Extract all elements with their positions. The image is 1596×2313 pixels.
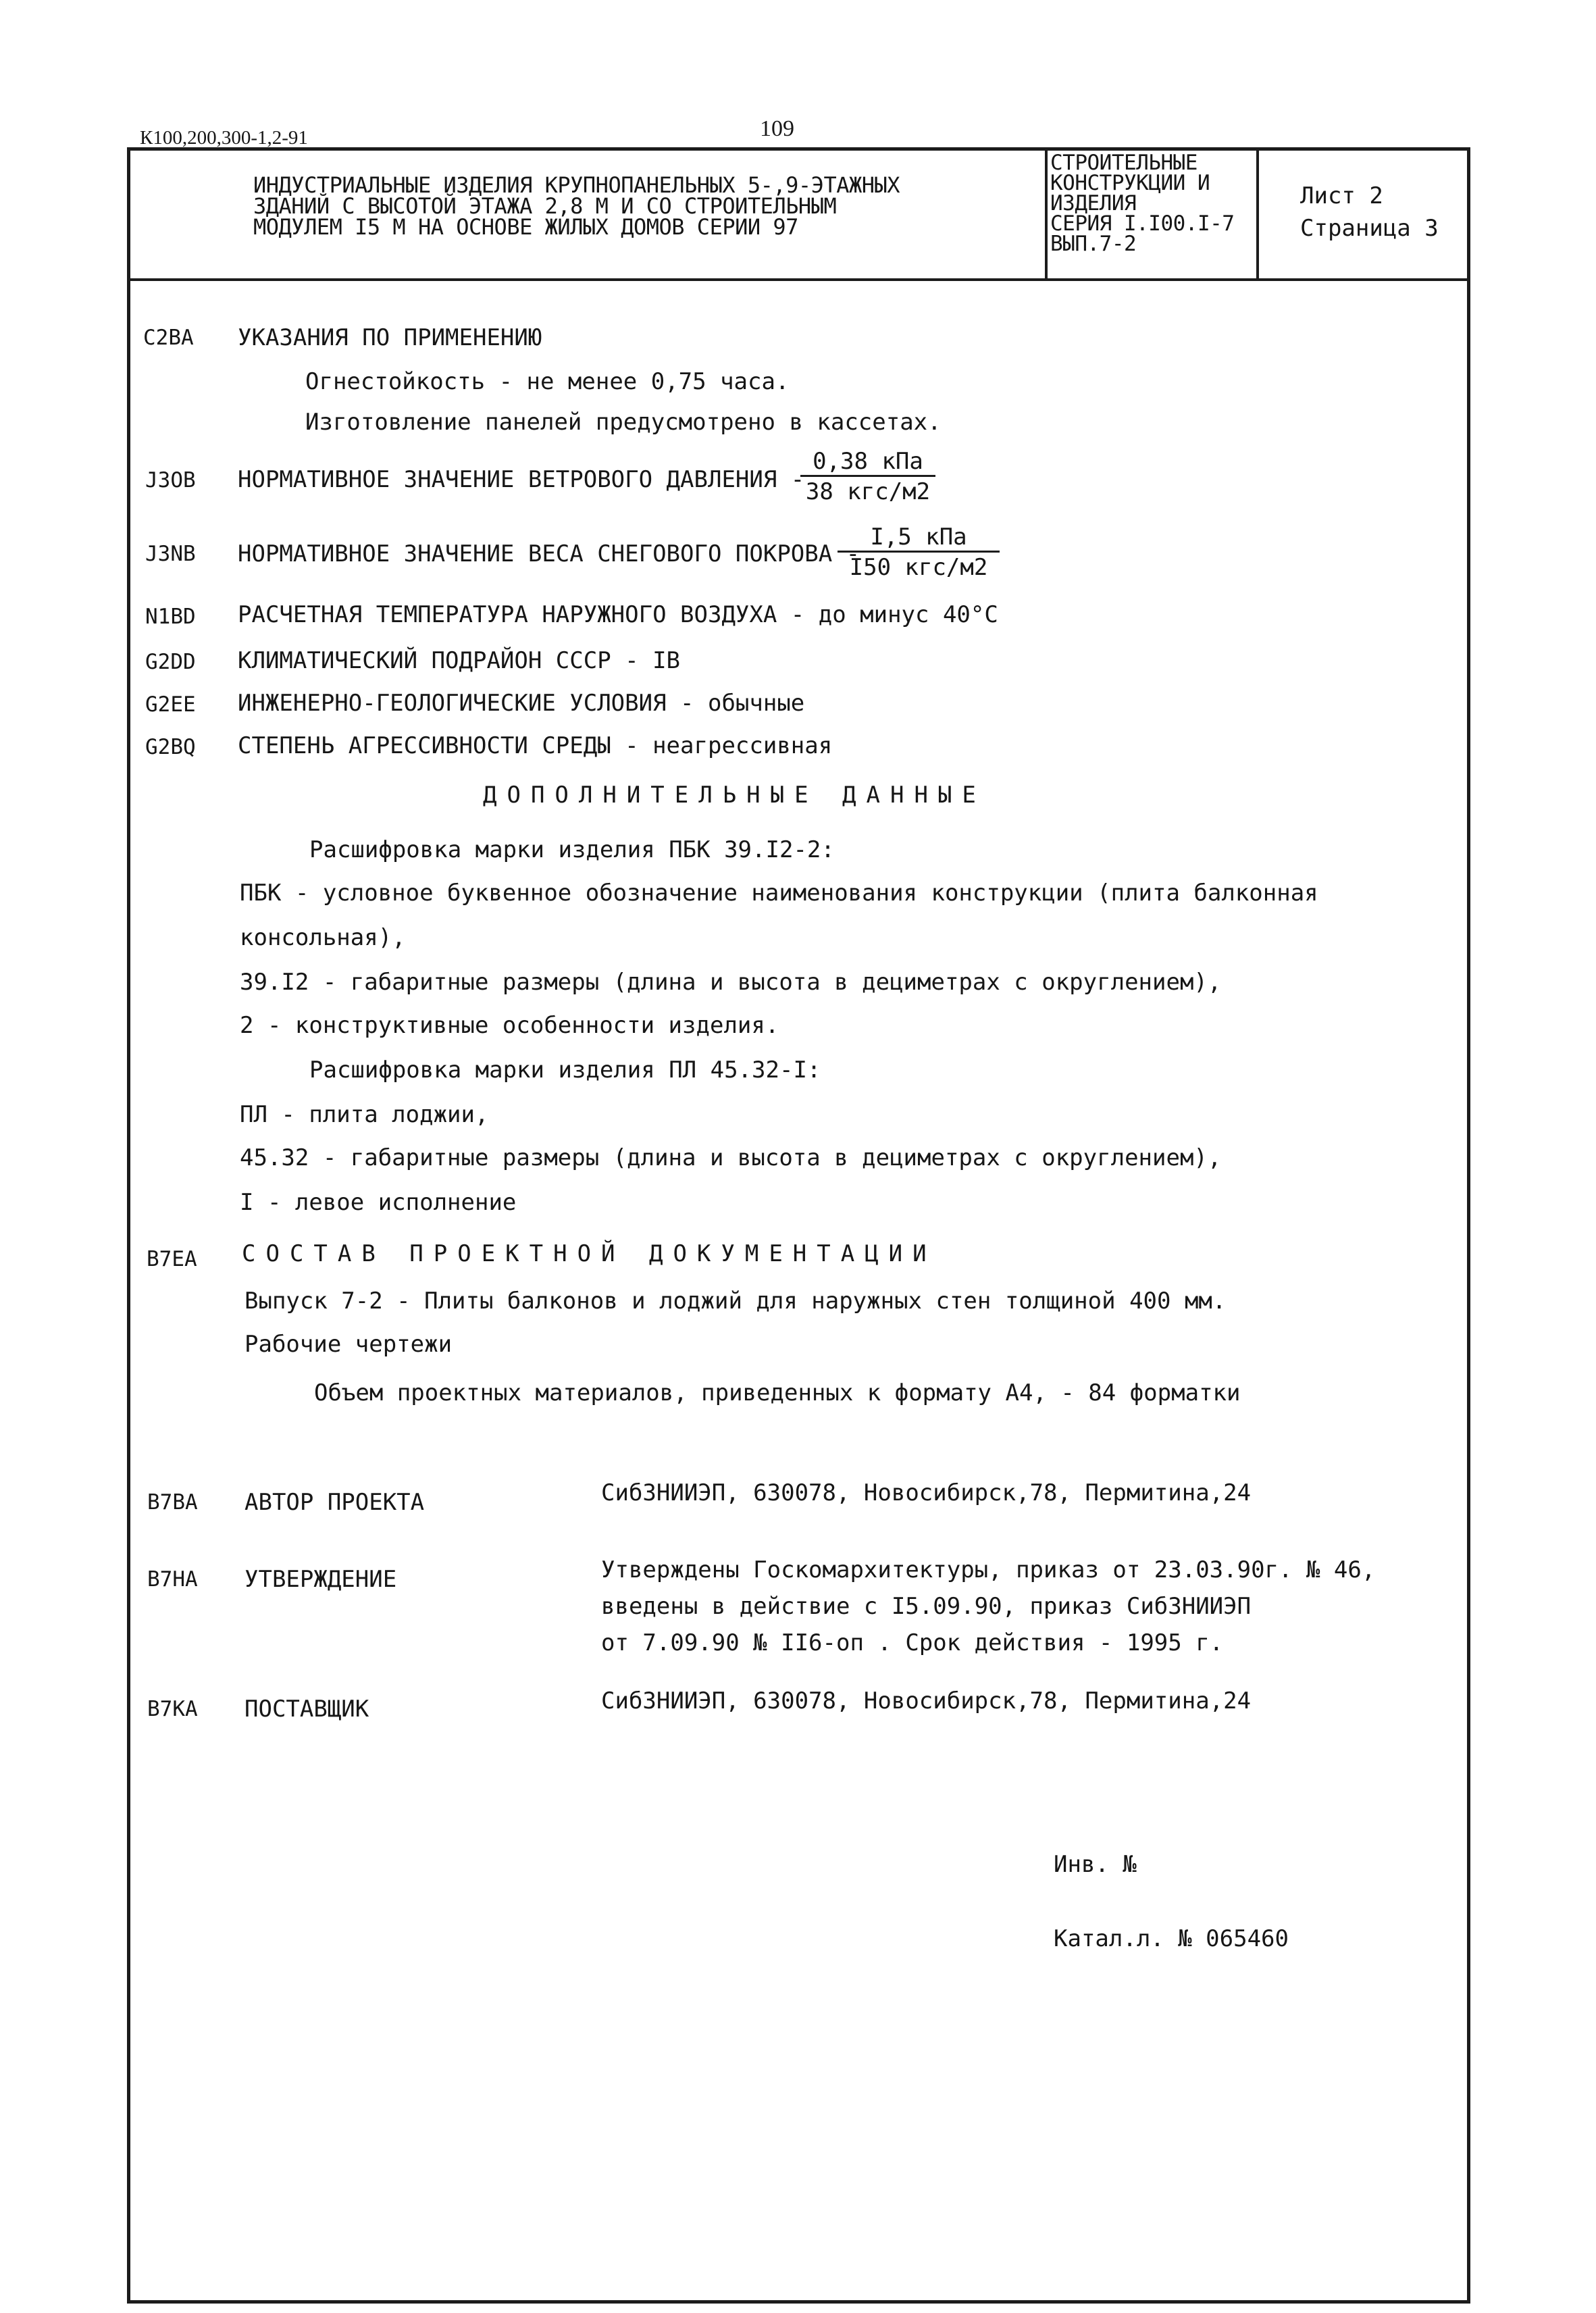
approval-line: Утверждены Госкомархитектуры, приказ от 23.03.90г. № 46, [601,1556,1376,1583]
series-line: ВЫП.7-2 [1050,232,1137,256]
header-divider [127,278,1470,281]
text-line: I - левое исполнение [240,1189,517,1216]
snow-label: НОРМАТИВНОЕ ЗНАЧЕНИЕ ВЕСА СНЕГОВОГО ПОКРОВА - [238,540,860,567]
text-line: Расшифровка марки изделия ПЛ 45.32-I: [309,1057,821,1084]
param-line: КЛИМАТИЧЕСКИЙ ПОДРАЙОН СССР - IВ [238,647,681,674]
text-line: Расшифровка марки изделия ПБК 39.I2-2: [309,836,835,863]
param-line: ИНЖЕНЕРНО-ГЕОЛОГИЧЕСКИЕ УСЛОВИЯ - обычные [238,690,805,717]
sheet-number: Лист 2 [1300,182,1383,209]
page-number: 109 [760,116,794,141]
composition-heading: СОСТАВ ПРОЕКТНОЙ ДОКУМЕНТАЦИИ [242,1240,937,1267]
series-block [1050,153,1234,254]
author-value: СибЗНИИЭП, 630078, Новосибирск,78, Пермитина,24 [601,1479,1252,1506]
wind-label: НОРМАТИВНОЕ ЗНАЧЕНИЕ ВЕТРОВОГО ДАВЛЕНИЯ - [238,466,805,493]
text-line: консольная), [240,924,406,951]
snow-value-kgf: I50 кгс/м2 [849,554,988,581]
series-line: СЕРИЯ I.I00.I-7 [1050,211,1235,236]
approval-line: от 7.09.90 № II6-оп . Срок действия - 1995 г. [601,1629,1224,1656]
section-code: B7EA [147,1247,197,1271]
text-line: ПЛ - плита лоджии, [240,1101,489,1128]
text-line: 39.I2 - габаритные размеры (длина и высота в дециметрах с округлением), [240,969,1222,996]
section-code: B7BA [147,1490,198,1515]
text-line: Рабочие чертежи [244,1331,453,1358]
text-line: ПБК - условное буквенное обозначение наименования конструкции (плита балконная [240,880,1318,907]
approval-line: введены в действие с I5.09.90, приказ СибЗНИИЭП [601,1593,1252,1620]
section-code: J3OB [145,468,196,492]
header-title-line: ЗДАНИЙ С ВЫСОТОЙ ЭТАЖА 2,8 М И СО СТРОИТЕЛЬНЫМ [253,193,837,219]
series-line: СТРОИТЕЛЬНЫЕ [1050,151,1198,175]
inventory-number: Инв. № [1054,1851,1137,1878]
header-title [253,172,900,240]
approval-label: УТВЕРЖДЕНИЕ [244,1566,397,1593]
supplier-value: СибЗНИИЭП, 630078, Новосибирск,78, Пермитина,24 [601,1687,1252,1714]
header-vline-1 [1045,147,1048,280]
header-title-line: МОДУЛЕМ I5 М НА ОСНОВЕ ЖИЛЫХ ДОМОВ СЕРИИ 97 [253,214,798,240]
sheet-page: Страница 3 [1300,215,1439,242]
section-code: G2EE [145,692,196,717]
snow-value-kpa: I,5 кПа [838,524,1000,553]
document-code: К100,200,300-1,2-91 [140,127,308,149]
wind-value-kpa: 0,38 кПа [800,448,935,477]
author-label: АВТОР ПРОЕКТА [244,1489,425,1516]
section-code: B7KA [147,1697,198,1721]
param-line: СТЕПЕНЬ АГРЕССИВНОСТИ СРЕДЫ - неагрессивная [238,732,833,759]
additional-heading: ДОПОЛНИТЕЛЬНЫЕ ДАННЫЕ [483,782,986,809]
text-line: Выпуск 7-2 - Плиты балконов и лоджий для наружных стен толщиной 400 мм. [244,1288,1227,1315]
text-line: Изготовление панелей предусмотрено в кассетах. [305,409,942,436]
section-code: G2BQ [145,735,196,759]
section-code: C2BA [143,326,194,350]
section-heading: УКАЗАНИЯ ПО ПРИМЕНЕНИЮ [238,324,542,351]
section-code: J3NB [145,542,196,566]
supplier-label: ПОСТАВЩИК [244,1696,369,1723]
section-code: G2DD [145,650,196,674]
text-line: 2 - конструктивные особенности изделия. [240,1012,779,1039]
param-line: РАСЧЕТНАЯ ТЕМПЕРАТУРА НАРУЖНОГО ВОЗДУХА - до минус 40°С [238,601,998,628]
wind-value-kgf: 38 кгс/м2 [805,478,931,505]
series-line: ИЗДЕЛИЯ [1050,191,1137,215]
section-code: N1BD [145,605,196,629]
header-vline-2 [1256,147,1259,280]
catalog-number: Катал.л. № 065460 [1054,1925,1289,1952]
snow-value-fraction [838,524,1000,582]
text-line: Огнестойкость - не менее 0,75 часа. [305,368,790,395]
text-line: Объем проектных материалов, приведенных к формату А4, - 84 форматки [314,1379,1241,1406]
text-line: 45.32 - габаритные размеры (длина и высота в дециметрах с округлением), [240,1144,1222,1171]
wind-value-fraction [800,448,935,507]
series-line: КОНСТРУКЦИИ И [1050,171,1210,195]
section-code: B7HA [147,1567,198,1592]
header-title-line: ИНДУСТРИАЛЬНЫЕ ИЗДЕЛИЯ КРУПНОПАНЕЛЬНЫХ 5-,9-ЭТАЖНЫХ [253,172,900,198]
